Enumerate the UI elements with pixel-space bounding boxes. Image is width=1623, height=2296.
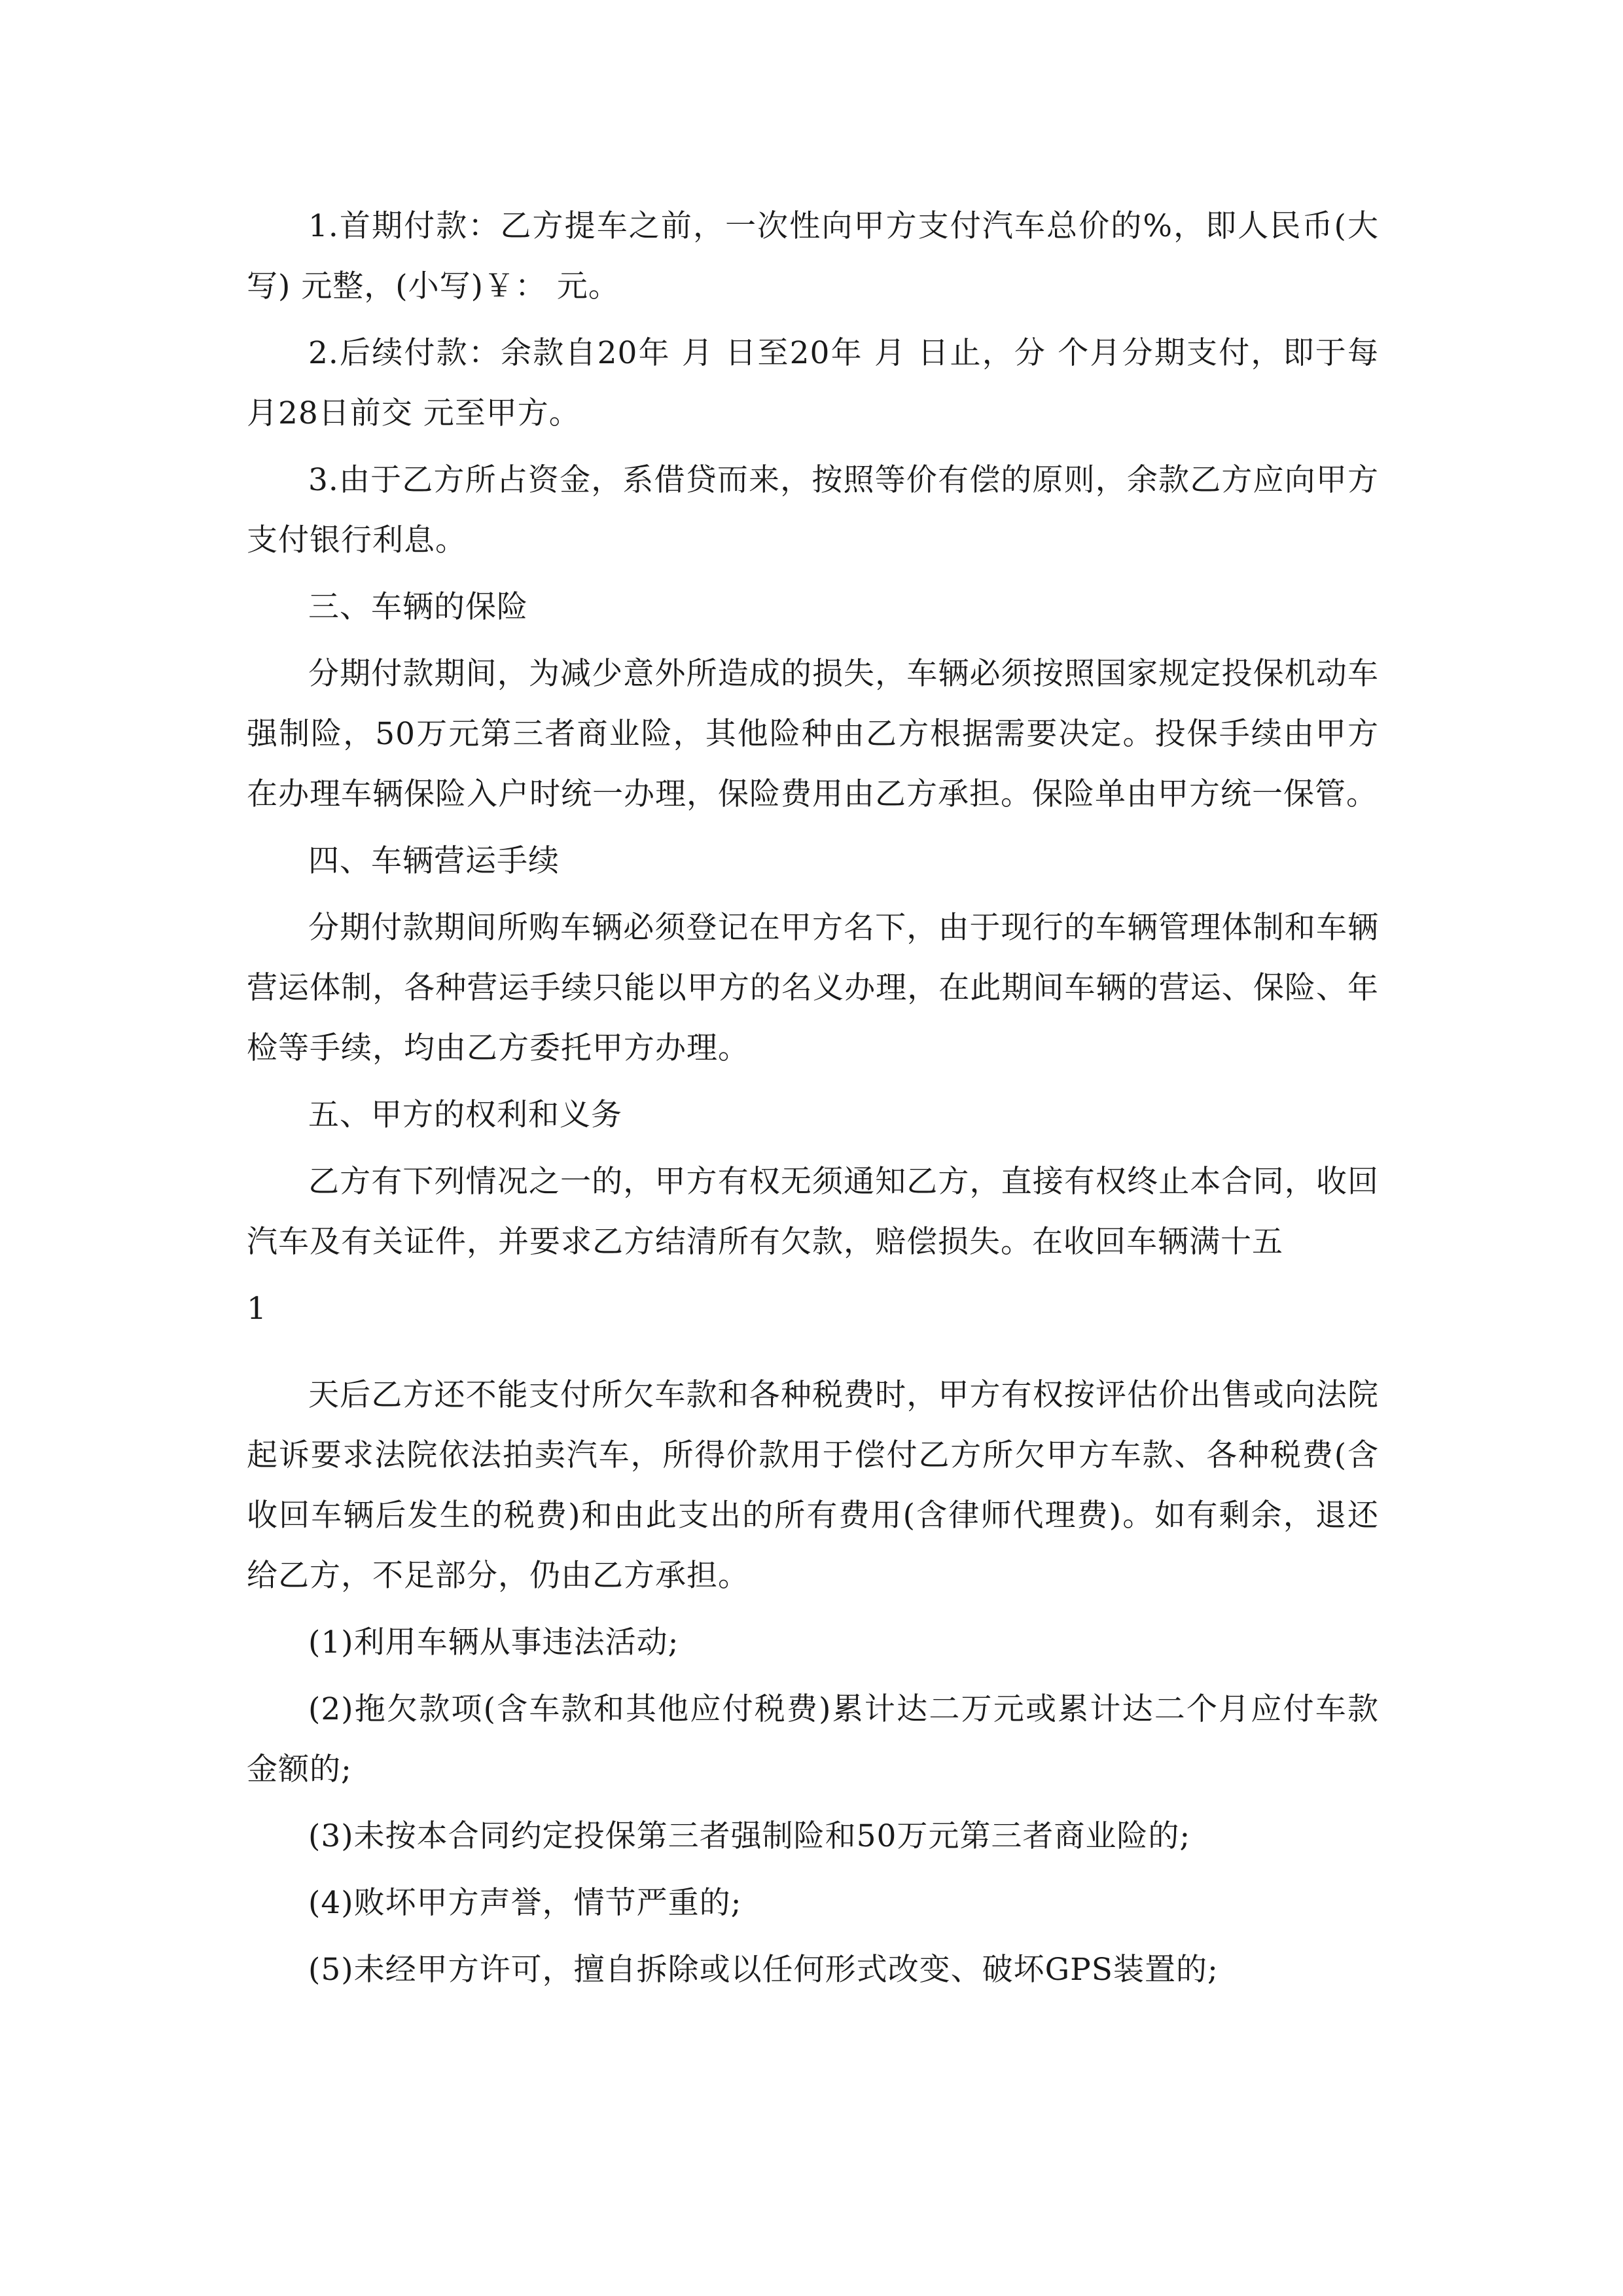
- list-item-2: (2)拖欠款项(含车款和其他应付税费)累计达二万元或累计达二个月应付车款金额的;: [247, 1691, 1379, 1787]
- list-item-5: (5)未经甲方许可，擅自拆除或以任何形式改变、破坏GPS装置的;: [308, 1952, 1219, 1988]
- list-item-4: (4)败坏甲方声誉，情节严重的;: [308, 1885, 742, 1921]
- clause-insurance: 分期付款期间，为减少意外所造成的损失，车辆必须按照国家规定投保机动车强制险，50万元第三者商业险，其他险种由乙方根据需要决定。投保手续由甲方在办理车辆保险入户时统一办理，保险费用由乙方承担。保险单由甲方统一保管。: [247, 656, 1379, 812]
- section-heading-insurance: 三、车辆的保险: [308, 589, 528, 625]
- list-item-3: (3)未按本合同约定投保第三者强制险和50万元第三者商业险的;: [308, 1818, 1191, 1854]
- section-heading-operation: 四、车辆营运手续: [308, 843, 560, 879]
- section-heading-rights: 五、甲方的权利和义务: [308, 1097, 622, 1133]
- page-number: 1: [247, 1291, 266, 1327]
- clause-operation: 分期付款期间所购车辆必须登记在甲方名下，由于现行的车辆管理体制和车辆营运体制，各种营运手续只能以甲方的名义办理，在此期间车辆的营运、保险、年检等手续，均由乙方委托甲方办理。: [247, 910, 1379, 1066]
- clause-rights-continued: 天后乙方还不能支付所欠车款和各种税费时，甲方有权按评估价出售或向法院起诉要求法院依法拍卖汽车，所得价款用于偿付乙方所欠甲方车款、各种税费(含收回车辆后发生的税费)和由此支出的所有费用(含律师代理费)。如有剩余，退还给乙方，不足部分，仍由乙方承担。: [247, 1377, 1379, 1594]
- list-item-1: (1)利用车辆从事违法活动;: [308, 1624, 679, 1660]
- clause-bank-interest: 3.由于乙方所占资金，系借贷而来，按照等价有偿的原则，余款乙方应向甲方支付银行利息。: [247, 462, 1379, 558]
- clause-rights-intro: 乙方有下列情况之一的，甲方有权无须通知乙方，直接有权终止本合同，收回汽车及有关证件，并要求乙方结清所有欠款，赔偿损失。在收回车辆满十五: [247, 1164, 1379, 1260]
- clause-first-payment: 1.首期付款：乙方提车之前，一次性向甲方支付汽车总价的%，即人民币(大写) 元整，(小写)￥： 元。: [247, 208, 1379, 304]
- document-body: [247, 196, 1379, 2007]
- clause-subsequent-payment: 2.后续付款：余款自20年 月 日至20年 月 日止，分 个月分期支付，即于每月28日前交 元至甲方。: [247, 335, 1379, 431]
